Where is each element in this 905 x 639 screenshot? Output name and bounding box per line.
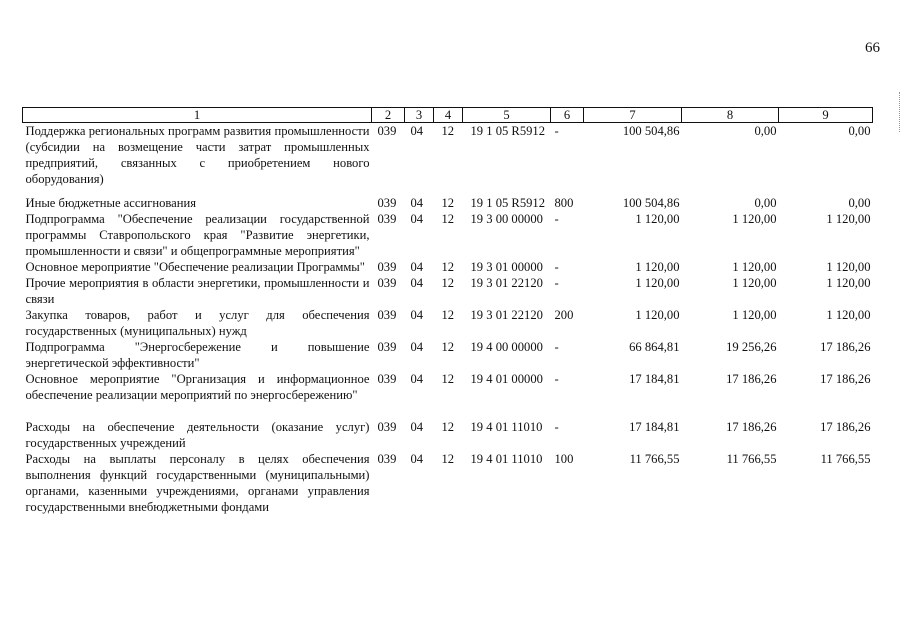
row-subsection: 12 [441, 276, 455, 290]
row-section: 04 [410, 260, 424, 274]
row-col-7: 1 120,00 [635, 308, 680, 322]
row-name: Расходы на обеспечение деятельности (оказание услуг) государственных учреждений [25, 420, 370, 450]
row-expense-type: - [554, 260, 559, 274]
spacer-row [23, 187, 873, 195]
row-target: 19 3 01 22120 [470, 308, 543, 322]
row-section: 04 [410, 372, 424, 386]
row-col-8: 17 186,26 [726, 372, 777, 386]
row-ministry: 039 [377, 308, 397, 322]
row-col-7: 1 120,00 [635, 276, 680, 290]
row-name: Расходы на выплаты персоналу в целях обеспечения выполнения функций государственными (муниципальными) органами, казенными учреждениями, органами управления государственными внебюджетными фондами [25, 452, 370, 514]
header-col-2: 2 [372, 108, 405, 123]
row-col-8: 0,00 [754, 124, 777, 138]
header-col-4: 4 [434, 108, 463, 123]
row-section: 04 [410, 340, 424, 354]
row-target: 19 4 00 00000 [470, 340, 543, 354]
margin-mark [899, 92, 904, 132]
row-subsection: 12 [441, 124, 455, 138]
header-col-3: 3 [405, 108, 434, 123]
row-section: 04 [410, 196, 424, 210]
header-col-7: 7 [584, 108, 682, 123]
row-ministry: 039 [377, 276, 397, 290]
row-expense-type: 800 [554, 196, 574, 210]
row-name: Основное мероприятие "Обеспечение реализации Программы" [25, 260, 365, 274]
header-col-8: 8 [682, 108, 779, 123]
row-col-9: 17 186,26 [820, 420, 871, 434]
row-expense-type: 200 [554, 308, 574, 322]
row-expense-type: - [554, 124, 559, 138]
row-target: 19 4 01 11010 [470, 452, 543, 466]
row-subsection: 12 [441, 420, 455, 434]
budget-table [22, 107, 873, 515]
row-col-7: 1 120,00 [635, 260, 680, 274]
row-col-7: 100 504,86 [622, 124, 680, 138]
row-subsection: 12 [441, 452, 455, 466]
row-subsection: 12 [441, 308, 455, 322]
page-number: 66 [865, 40, 880, 56]
row-target: 19 3 01 00000 [470, 260, 543, 274]
row-ministry: 039 [377, 196, 397, 210]
row-col-8: 17 186,26 [726, 420, 777, 434]
row-col-8: 1 120,00 [732, 308, 777, 322]
table-row [23, 339, 873, 371]
row-subsection: 12 [441, 372, 455, 386]
row-col-7: 100 504,86 [622, 196, 680, 210]
row-col-7: 17 184,81 [629, 372, 680, 386]
row-col-9: 11 766,55 [820, 452, 871, 466]
row-col-7: 66 864,81 [629, 340, 680, 354]
row-name: Подпрограмма "Энергосбережение и повышение энергетической эффективности" [25, 340, 370, 370]
row-col-7: 1 120,00 [635, 212, 680, 226]
row-subsection: 12 [441, 260, 455, 274]
row-expense-type: - [554, 276, 559, 290]
table-row [23, 307, 873, 339]
row-col-9: 1 120,00 [826, 308, 871, 322]
row-target: 19 1 05 R5912 [470, 124, 546, 138]
row-col-9: 17 186,26 [820, 340, 871, 354]
row-ministry: 039 [377, 340, 397, 354]
row-name: Поддержка региональных программ развития промышленности (субсидии на возмещение части затрат промышленных предприятий, связанных с приобретением нового оборудования) [25, 124, 370, 186]
row-expense-type: - [554, 420, 559, 434]
row-section: 04 [410, 276, 424, 290]
row-col-8: 19 256,26 [726, 340, 777, 354]
row-name: Прочие мероприятия в области энергетики, промышленности и связи [25, 276, 370, 306]
row-ministry: 039 [377, 212, 397, 226]
row-col-9: 0,00 [848, 196, 871, 210]
table-row [23, 419, 873, 451]
row-section: 04 [410, 420, 424, 434]
row-section: 04 [410, 452, 424, 466]
row-col-9: 17 186,26 [820, 372, 871, 386]
row-subsection: 12 [441, 196, 455, 210]
row-section: 04 [410, 212, 424, 226]
header-col-5: 5 [463, 108, 551, 123]
table-row [23, 259, 873, 275]
table-row [23, 275, 873, 307]
row-col-7: 11 766,55 [629, 452, 680, 466]
row-expense-type: - [554, 340, 559, 354]
row-target: 19 3 01 22120 [470, 276, 543, 290]
table-row [23, 451, 873, 515]
row-ministry: 039 [377, 260, 397, 274]
row-subsection: 12 [441, 212, 455, 226]
row-expense-type: 100 [554, 452, 574, 466]
table-row [23, 371, 873, 403]
row-col-9: 1 120,00 [826, 260, 871, 274]
header-col-9: 9 [779, 108, 873, 123]
row-ministry: 039 [377, 452, 397, 466]
table-row [23, 195, 873, 211]
row-name: Закупка товаров, работ и услуг для обеспечения государственных (муниципальных) нужд [25, 308, 370, 338]
row-target: 19 1 05 R5912 [470, 196, 546, 210]
row-col-9: 1 120,00 [826, 212, 871, 226]
row-expense-type: - [554, 212, 559, 226]
row-name: Иные бюджетные ассигнования [25, 196, 197, 210]
row-section: 04 [410, 308, 424, 322]
row-ministry: 039 [377, 420, 397, 434]
table-row [23, 211, 873, 259]
row-name: Основное мероприятие "Организация и информационное обеспечение реализации мероприятий по энергосбережению" [25, 372, 370, 402]
header-col-6: 6 [551, 108, 584, 123]
row-ministry: 039 [377, 372, 397, 386]
row-expense-type: - [554, 372, 559, 386]
spacer-row [23, 403, 873, 419]
table-header [23, 108, 873, 123]
row-section: 04 [410, 124, 424, 138]
row-col-8: 0,00 [754, 196, 777, 210]
header-col-1: 1 [23, 108, 372, 123]
row-target: 19 3 00 00000 [470, 212, 543, 226]
table-row [23, 123, 873, 188]
row-target: 19 4 01 00000 [470, 372, 543, 386]
table-body [23, 123, 873, 516]
row-col-8: 11 766,55 [726, 452, 777, 466]
row-col-8: 1 120,00 [732, 212, 777, 226]
row-col-8: 1 120,00 [732, 276, 777, 290]
row-col-7: 17 184,81 [629, 420, 680, 434]
header-row [23, 108, 873, 123]
row-subsection: 12 [441, 340, 455, 354]
row-col-8: 1 120,00 [732, 260, 777, 274]
row-target: 19 4 01 11010 [470, 420, 543, 434]
row-col-9: 0,00 [848, 124, 871, 138]
row-col-9: 1 120,00 [826, 276, 871, 290]
row-ministry: 039 [377, 124, 397, 138]
row-name: Подпрограмма "Обеспечение реализации государственной программы Ставропольского края "Развитие энергетики, промышленности и связи" и общепрограммные мероприятия" [25, 212, 370, 258]
